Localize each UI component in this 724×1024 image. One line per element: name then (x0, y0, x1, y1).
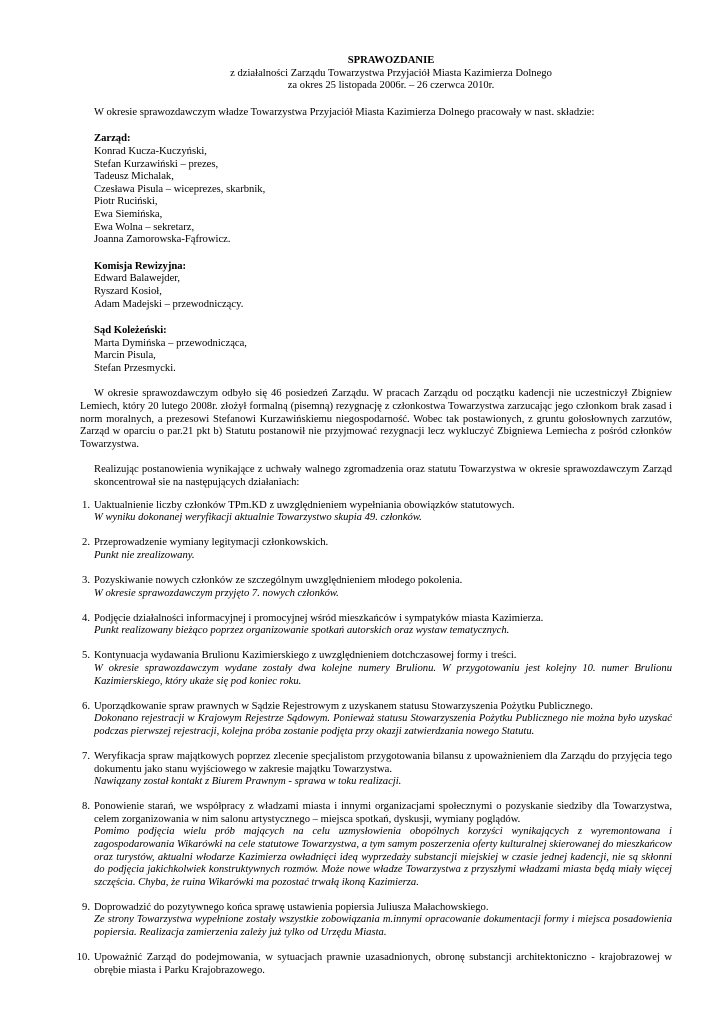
intro-paragraph: W okresie sprawozdawczym władze Towarzystwa Przyjaciół Miasta Kazimierza Dolnego pracowały w nast. składzie: (94, 106, 595, 118)
komisja-member: Edward Balawejder, (94, 273, 181, 285)
item-note: Punkt realizowany bieżąco poprzez organizowanie spotkań autorskich oraz wystaw tematycznych. (94, 625, 510, 637)
meetings-paragraph: W okresie sprawozdawczym odbyło się 46 posiedzeń Zarządu. W pracach Zarządu od początku kadencji nie uczestniczył Zbigniew Lemiech, który 20 lutego 2008r. złożył formalną (pisemną) rezygnację z członkostwa Towarzystwa zarzucając jego członkom brak zasad i norm moralnych, a prezesowi Stefanowi Kurzawińskiemu niegospodarność. Wobec tak postawionych, z gruntu gołosłownych zarzutów, Zarząd w oparciu o par.21 pkt b) Statutu postanowił nie przyjmować rezygnacji lecz wykluczyć Zbigniewa Lemiecha z pośród członków Towarzystwa. (80, 388, 672, 450)
actions-list (76, 499, 672, 978)
sad-section (80, 325, 672, 375)
sad-member: Stefan Przesmycki. (94, 362, 176, 374)
item-number: 6. (82, 700, 90, 712)
item-note: W okresie sprawozdawczym przyjęto 7. nowych członków. (94, 587, 339, 599)
list-item (80, 650, 672, 688)
sad-member: Marcin Pisula, (94, 350, 156, 362)
list-item (80, 500, 672, 525)
item-number: 1. (82, 499, 90, 511)
list-item (76, 952, 672, 977)
item-number: 2. (82, 537, 90, 549)
zarzad-member: Piotr Ruciński, (94, 196, 158, 208)
item-number: 7. (82, 750, 90, 762)
item-number: 3. (82, 575, 90, 586)
item-note: Ze strony Towarzystwa wypełnione zostały wszystkie zobowiązania m.innymi opracowanie dokumentacji formy i miejsca posadowienia popiersia. Realizacja zamierzenia zależy już tylko od Urzędu Miasta. (94, 914, 672, 939)
item-number: 10. (76, 952, 90, 964)
list-item (80, 902, 672, 940)
list-item (80, 575, 672, 600)
item-text: Upoważnić Zarząd do podejmowania, w sytuacjach prawnie uzasadnionych, obronę substancji architektoniczno - krajobrazowej w obrębie miasta i Parku Krajobrazowego. (94, 952, 672, 976)
list-item (80, 751, 672, 789)
zarzad-member: Ewa Siemińska, (94, 208, 163, 220)
item-text: Pozyskiwanie nowych członków ze szczególnym uwzględnieniem młodego pokolenia. (94, 575, 463, 586)
item-number: 8. (82, 801, 90, 813)
zarzad-section (80, 133, 672, 246)
zarzad-member: Konrad Kucza-Kuczyński, (94, 145, 207, 157)
sad-title: Sąd Koleżeński: (94, 325, 167, 337)
item-number: 4. (82, 612, 90, 624)
item-text: Uporządkowanie spraw prawnych w Sądzie Rejestrowym z uzyskanem statusu Stowarzyszenia Pożytku Publicznego. (94, 700, 593, 712)
item-text: Przeprowadzenie wymiany legitymacji członkowskich. (94, 537, 329, 549)
list-item (80, 613, 672, 638)
zarzad-member: Stefan Kurzawiński – prezes, (94, 158, 219, 170)
item-note: Nawiązany został kontakt z Biurem Prawnym - sprawa w toku realizacji. (94, 776, 402, 788)
komisja-member: Ryszard Kosioł, (94, 285, 162, 297)
actions-intro-paragraph: Realizując postanowienia wynikające z uchwały walnego zgromadzenia oraz statutu Towarzystwa w okresie sprawozdawczym Zarząd skoncentrował sie na następujących działaniach: (94, 464, 672, 489)
item-note: W okresie sprawozdawczym wydane zostały dwa kolejne numery Brulionu. W przygotowaniu jest kolejny 10. numer Brulionu Kazimierskiego, który ukaże się pod koniec roku. (94, 662, 672, 687)
list-item (80, 801, 672, 889)
document-header (110, 55, 672, 93)
item-note: Dokonano rejestracji w Krajowym Rejestrze Sądowym. Ponieważ statusu Stowarzyszenia Pożytku Publicznego nie można było uzyskać podczas pierwszej rejestracji, kolejna próba zostanie podjęta przy okazji zatwierdzania nowego Statutu. (94, 713, 672, 737)
document-period: za okres 25 listopada 2006r. – 26 czerwca 2010r. (287, 80, 495, 92)
item-number: 9. (82, 901, 90, 913)
item-text: Ponowienie starań, we współpracy z władzami miasta i innymi organizacjami społecznymi o pozyskanie siedziby dla Towarzystwa, celem zorganizowania w nim salonu artystycznego – miejsca spotkań, dyskusji, wymiany poglądów. (94, 801, 672, 825)
komisja-member: Adam Madejski – przewodniczący. (94, 298, 244, 310)
zarzad-member: Czesława Pisula – wiceprezes, skarbnik, (94, 183, 266, 195)
sad-member: Marta Dymińska – przewodnicząca, (94, 337, 247, 349)
item-number: 5. (82, 650, 90, 662)
zarzad-member: Tadeusz Michalak, (94, 171, 174, 183)
item-note: Pomimo podjęcia wielu prób mających na celu uzmysłowienia obopólnych korzyści wynikających z wyremontowana i zagospodarowania Wikarówki na cele statutowe Towarzystwa, a tym samym poszerzenia oferty kulturalnej skierowanej do mieszkańcow oraz turystów, aktualni włodarze Kazimierza owładnięci ideą wyprzedaży substancji miejskiej w czasie jednej kadencji, nie są skłonni do podjęcia jakichkolwiek konstruktywnych rozmów. Może nowe władze Towarzystwa z przyszłymi władzami miasta będą miały więcej szczęścia. Chyba, że ruina Wikarówki ma pozostać trwałą ikoną Kazimierza. (94, 826, 672, 888)
document-subtitle: z działalności Zarządu Towarzystwa Przyjaciół Miasta Kazimierza Dolnego (230, 67, 552, 79)
item-text: Kontynuacja wydawania Brulionu Kazimierskiego z uwzględnieniem dotchczasowej formy i treści. (94, 650, 517, 662)
list-item (80, 701, 672, 739)
list-item (80, 537, 672, 562)
item-text: Weryfikacja spraw majątkowych poprzez zlecenie specjalistom przygotowania bilansu z upoważnieniem dla Zarządu do przyjęcia tego dokumentu jako stanu wyjściowego w zakresie majątku Towarzystwa. (94, 750, 672, 775)
item-text: Podjęcie działalności informacyjnej i promocyjnej wśród mieszkańców i sympatyków miasta Kazimierza. (94, 612, 544, 624)
item-text: Uaktualnienie liczby członków TPm.KD z uwzględnieniem wypełniania obowiązków statutowych. (94, 499, 515, 511)
item-text: Doprowadzić do pozytywnego końca sprawę ustawienia popiersia Juliusza Małachowskiego. (94, 901, 489, 913)
zarzad-member: Ewa Wolna – sekretarz, (94, 221, 195, 233)
item-note: Punkt nie zrealizowany. (94, 549, 195, 561)
zarzad-member: Joanna Zamorowska-Fąfrowicz. (94, 234, 231, 246)
document-title: SPRAWOZDANIE (347, 55, 435, 66)
komisja-title: Komisja Rewizyjna: (94, 260, 187, 272)
item-note: W wyniku dokonanej weryfikacji aktualnie Towarzystwo skupia 49. członków. (94, 512, 422, 524)
komisja-section (80, 261, 672, 311)
zarzad-title: Zarząd: (94, 133, 131, 145)
